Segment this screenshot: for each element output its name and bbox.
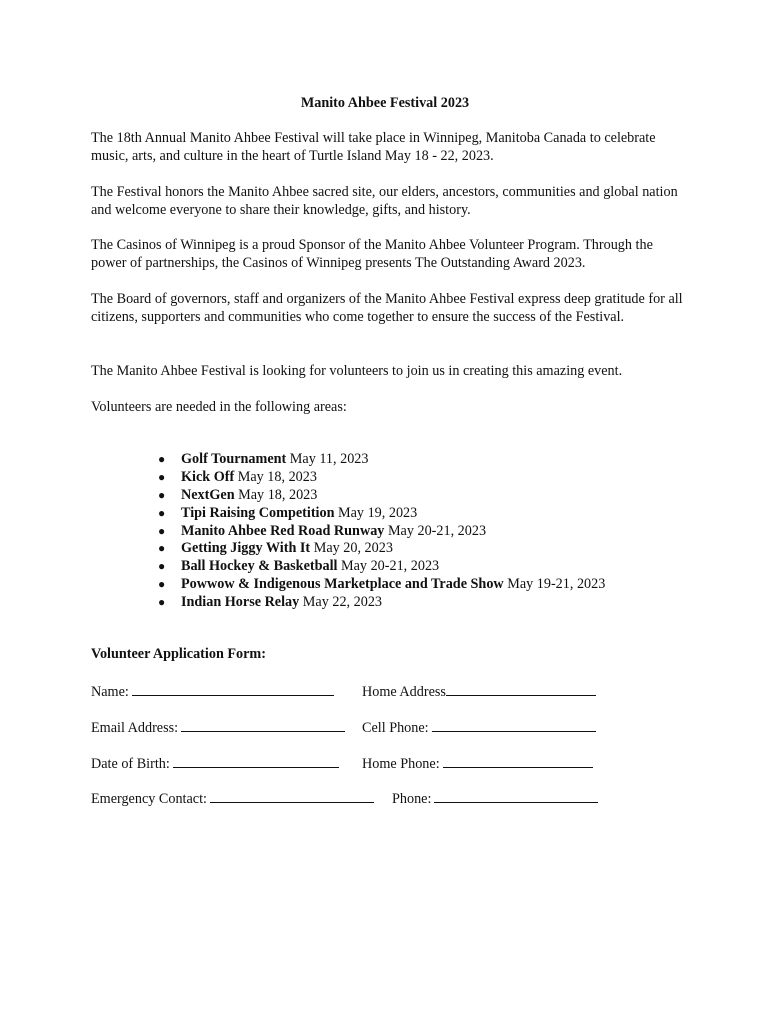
name-label: Name: — [91, 684, 129, 700]
volunteer-areas-list — [158, 451, 605, 612]
name-blank-line[interactable] — [132, 681, 334, 696]
bullet-icon: ● — [158, 487, 166, 502]
list-item — [158, 469, 605, 487]
areas-intro-paragraph: Volunteers are needed in the following areas: — [91, 399, 347, 415]
date-of-birth-blank-line[interactable] — [173, 753, 339, 768]
list-item — [158, 594, 605, 612]
bullet-icon: ● — [158, 559, 166, 574]
bullet-icon: ● — [158, 469, 166, 484]
bullet-icon: ● — [158, 577, 166, 592]
home-phone-label: Home Phone: — [362, 756, 440, 772]
area-name: Powwow & Indigenous Marketplace and Trade Show — [181, 576, 504, 593]
area-name: Kick Off — [181, 468, 235, 485]
document-title: Manito Ahbee Festival 2023 — [300, 95, 470, 111]
bullet-icon: ● — [158, 541, 166, 556]
list-item — [158, 576, 605, 594]
bullet-icon: ● — [158, 505, 166, 520]
bullet-icon: ● — [158, 595, 166, 610]
email-label: Email Address: — [91, 720, 179, 736]
form-heading: Volunteer Application Form: — [91, 646, 266, 662]
list-item — [158, 540, 605, 558]
area-name: Ball Hockey & Basketball — [181, 558, 338, 575]
emergency-contact-blank-line[interactable] — [210, 788, 374, 803]
list-item — [158, 451, 605, 469]
home-address-field[interactable] — [362, 681, 596, 701]
area-date: May 18, 2023 — [234, 486, 318, 503]
area-date: May 20-21, 2023 — [384, 522, 487, 539]
area-name: Golf Tournament — [181, 451, 287, 467]
phone-field[interactable] — [392, 788, 598, 808]
home-phone-blank-line[interactable] — [443, 753, 593, 768]
area-date: May 20-21, 2023 — [337, 558, 440, 575]
home-address-blank-line[interactable] — [446, 681, 596, 696]
bullet-icon: ● — [158, 452, 166, 466]
sponsor-paragraph: The Casinos of Winnipeg is a proud Sponsor of the Manito Ahbee Volunteer Program. Through the power of partnerships, the Casinos of Winnipeg presents The Outstanding Award 2023. — [91, 237, 653, 271]
intro-paragraph: The 18th Annual Manito Ahbee Festival will take place in Winnipeg, Manitoba Canada to celebrate music, arts, and culture in the heart of Turtle Island May 18 - 22, 2023. — [91, 130, 656, 164]
volunteers-call-paragraph: The Manito Ahbee Festival is looking for volunteers to join us in creating this amazing event. — [91, 363, 623, 379]
cell-phone-label: Cell Phone: — [362, 720, 429, 736]
cell-phone-field[interactable] — [362, 717, 596, 737]
phone-label: Phone: — [392, 791, 432, 807]
area-date: May 19-21, 2023 — [503, 576, 606, 593]
list-item — [158, 487, 605, 505]
date-of-birth-field[interactable] — [91, 753, 339, 773]
name-field[interactable] — [91, 681, 334, 701]
area-name: Tipi Raising Competition — [181, 504, 335, 521]
cell-phone-blank-line[interactable] — [432, 717, 596, 732]
list-item — [158, 505, 605, 523]
email-field[interactable] — [91, 717, 345, 737]
list-item — [158, 523, 605, 541]
list-item — [158, 558, 605, 576]
area-name: Getting Jiggy With It — [181, 540, 311, 557]
area-name: NextGen — [181, 486, 235, 503]
home-phone-field[interactable] — [362, 753, 593, 773]
area-name: Manito Ahbee Red Road Runway — [181, 522, 385, 539]
email-blank-line[interactable] — [181, 717, 345, 732]
area-name: Indian Horse Relay — [181, 594, 300, 611]
bullet-icon: ● — [158, 523, 166, 538]
home-address-label: Home Address — [362, 684, 446, 700]
honors-paragraph: The Festival honors the Manito Ahbee sacred site, our elders, ancestors, communities and global nation and welcome everyone to share their knowledge, gifts, and history. — [91, 184, 678, 218]
phone-blank-line[interactable] — [434, 788, 598, 803]
area-date: May 18, 2023 — [234, 468, 317, 485]
gratitude-paragraph: The Board of governors, staff and organizers of the Manito Ahbee Festival express deep gratitude for all citizens, supporters and communities who come together to ensure the success of the Festival. — [91, 291, 683, 325]
area-date: May 11, 2023 — [286, 451, 369, 467]
area-date: May 19, 2023 — [334, 504, 418, 521]
emergency-contact-field[interactable] — [91, 788, 374, 808]
emergency-contact-label: Emergency Contact: — [91, 791, 207, 807]
area-date: May 20, 2023 — [310, 540, 393, 557]
date-of-birth-label: Date of Birth: — [91, 756, 170, 772]
area-date: May 22, 2023 — [299, 594, 383, 611]
